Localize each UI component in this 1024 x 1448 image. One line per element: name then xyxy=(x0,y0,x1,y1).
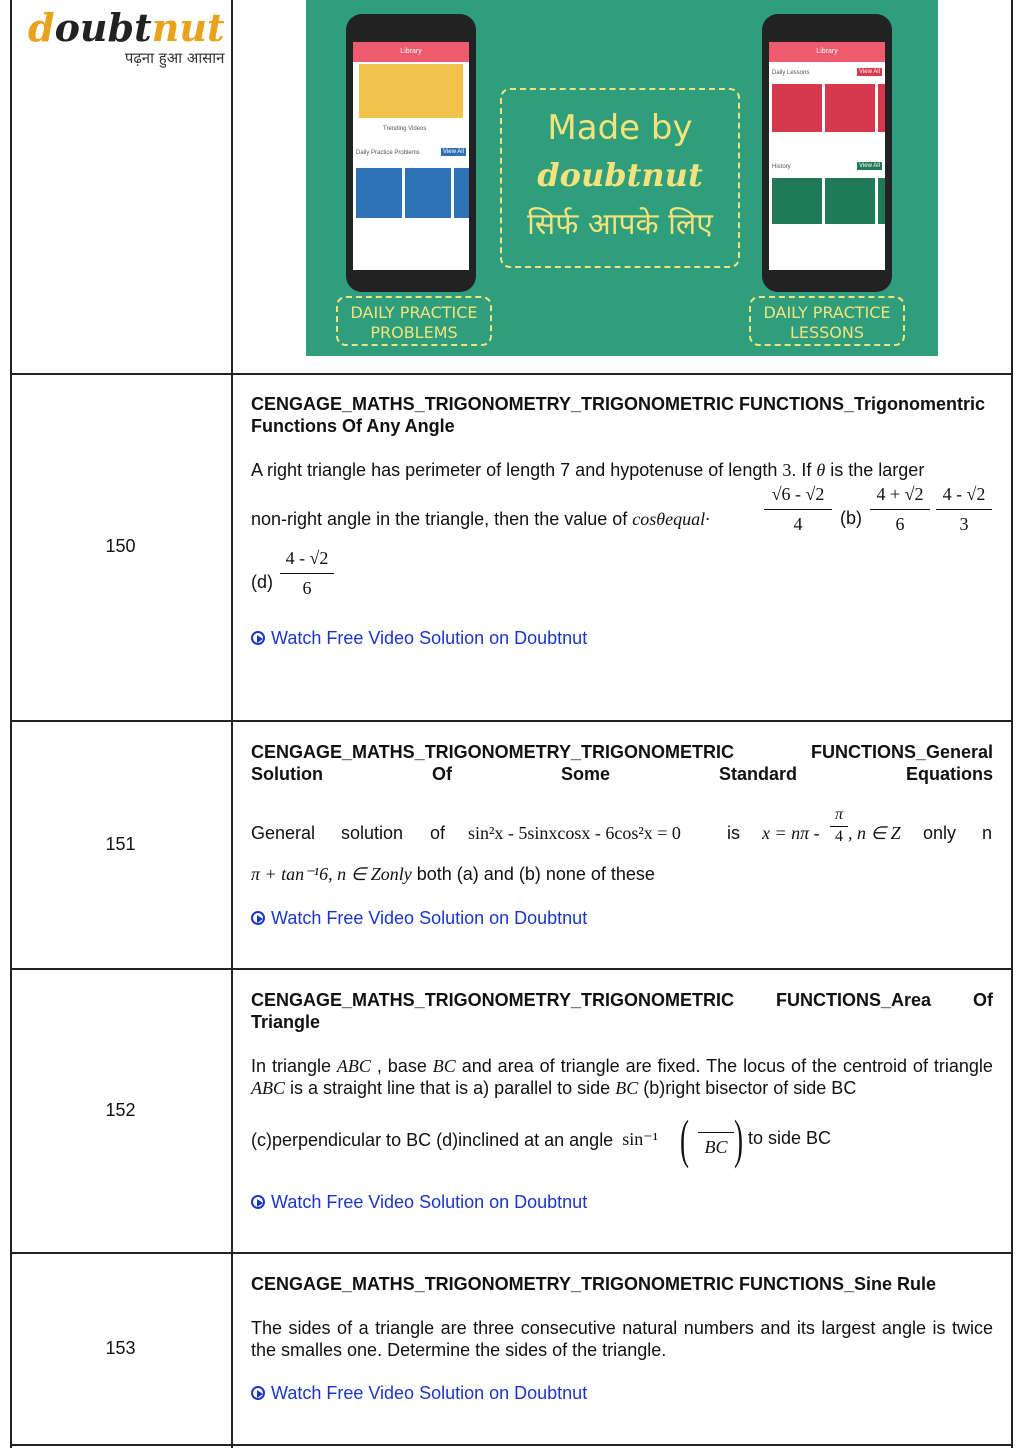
phone-header: Library xyxy=(769,42,885,62)
trending-label: Trending Videos xyxy=(383,126,427,132)
denominator: 6 xyxy=(895,514,905,534)
question-151 xyxy=(251,741,993,785)
numerator: 4 + √2 xyxy=(870,484,930,510)
denominator: 3 xyxy=(959,514,969,534)
math-expression: cosθequal· xyxy=(632,509,710,529)
row-divider xyxy=(10,1252,1013,1254)
question-text: to side BC xyxy=(748,1128,832,1148)
question-number: 152 xyxy=(105,1100,136,1120)
row-divider xyxy=(10,373,1013,375)
view-all-button: View All xyxy=(859,69,880,75)
link-label: Watch Free Video Solution on Doubtnut xyxy=(271,628,588,648)
denominator: 6 xyxy=(302,578,312,598)
made-by-hindi: सिर्फ आपके लिए xyxy=(527,207,713,242)
math-expression: π + tan⁻¹6, n ∈ Zonly xyxy=(251,864,412,884)
lesson-card xyxy=(825,84,875,132)
play-icon xyxy=(251,631,265,645)
phone-header: Library xyxy=(353,42,469,62)
numerator: π xyxy=(830,806,848,827)
option-a-fraction xyxy=(764,484,832,535)
logo-text-accent: nut xyxy=(151,5,225,50)
solution-expr: x = nπ - xyxy=(762,823,820,843)
watch-video-link[interactable] xyxy=(251,627,993,649)
logo-tagline: पढ़ना हुआ आसान xyxy=(124,49,225,67)
left-paren: ( xyxy=(680,1109,689,1169)
solution-fraction xyxy=(830,806,848,846)
math-symbol: ABC xyxy=(336,1056,371,1076)
math-symbol: ABC xyxy=(251,1078,285,1098)
question-text: both (a) and (b) none of these xyxy=(416,864,655,884)
daily-practice-problems-tag: DAILY PRACTICE PROBLEMS xyxy=(336,296,492,346)
question-text: (b)right bisector of side BC xyxy=(643,1078,857,1098)
practice-card xyxy=(454,168,469,218)
question-title: CENGAGE_MATHS_TRIGONOMETRY_TRIGONOMETRIC FUNCTIONS_Sine Rule xyxy=(251,1274,937,1294)
question-text: In triangle xyxy=(251,1056,331,1076)
link-label: Watch Free Video Solution on Doubtnut xyxy=(271,1383,588,1403)
question-text: A right triangle has perimeter of length 7 and hypotenuse of length xyxy=(251,460,778,480)
math-symbol: BC xyxy=(615,1078,639,1098)
solution-expr: , n ∈ Z xyxy=(848,823,901,843)
play-icon xyxy=(251,1195,265,1209)
question-text: is a straight line that is a) parallel to side xyxy=(290,1078,611,1098)
daily-practice-lessons-tag: DAILY PRACTICE LESSONS xyxy=(749,296,905,346)
practice-card xyxy=(356,168,402,218)
question-152 xyxy=(251,989,993,1033)
lesson-card xyxy=(772,84,822,132)
question-152-line3 xyxy=(251,1128,993,1151)
question-number: 151 xyxy=(105,834,136,854)
question-text: only xyxy=(923,823,957,843)
question-number: 150 xyxy=(105,536,136,556)
history-label: History xyxy=(772,164,791,170)
question-153 xyxy=(251,1273,993,1295)
question-number: 153 xyxy=(105,1338,136,1358)
option-b-fraction xyxy=(870,484,930,535)
row-divider xyxy=(10,720,1013,722)
play-icon xyxy=(251,1386,265,1400)
denominator: BC xyxy=(704,1137,728,1157)
promo-banner[interactable] xyxy=(306,0,938,356)
history-card xyxy=(772,178,822,224)
right-paren: ) xyxy=(734,1109,743,1169)
math-symbol: BC xyxy=(432,1056,456,1076)
denominator: 4 xyxy=(835,828,843,845)
made-by-brand: doubtnut xyxy=(537,156,703,194)
history-card xyxy=(878,178,885,224)
logo-text: oubt xyxy=(54,5,152,50)
view-all-button: View All xyxy=(443,149,464,155)
question-text: n xyxy=(982,823,993,843)
practice-card xyxy=(405,168,451,218)
math-function: sin⁻¹ xyxy=(622,1129,659,1149)
link-label: Watch Free Video Solution on Doubtnut xyxy=(271,908,588,928)
row-divider xyxy=(10,968,1013,970)
watch-video-link[interactable] xyxy=(251,1382,993,1404)
question-150-text xyxy=(251,459,993,481)
doubtnut-logo xyxy=(28,5,225,68)
option-c-fraction xyxy=(936,484,992,535)
option-label: (b) xyxy=(840,508,862,528)
question-text: The sides of a triangle are three consecutive natural numbers and its largest angle is twice the smalles one. Determine the sides of the triangle. xyxy=(251,1318,993,1360)
question-text: , base xyxy=(376,1056,427,1076)
question-title: CENGAGE_MATHS_TRIGONOMETRY_TRIGONOMETRIC FUNCTIONS_Area Of Triangle xyxy=(251,990,993,1032)
equation: sin²x - 5sinxcosx - 6cos²x = 0 xyxy=(468,823,681,843)
numerator: √6 - √2 xyxy=(764,484,832,510)
history-card xyxy=(825,178,875,224)
watch-video-link[interactable] xyxy=(251,907,993,929)
question-150 xyxy=(251,393,993,437)
lesson-card xyxy=(878,84,885,132)
angle-fraction xyxy=(698,1128,734,1158)
option-d-fraction xyxy=(280,548,334,599)
math-symbol: θ xyxy=(816,460,826,480)
watch-video-link[interactable] xyxy=(251,1191,993,1213)
daily-lessons-label: Daily Lessons xyxy=(772,70,810,76)
question-text: of xyxy=(430,823,446,843)
question-151-line2 xyxy=(251,863,993,885)
question-text: non-right angle in the triangle, then the value of xyxy=(251,509,628,529)
link-label: Watch Free Video Solution on Doubtnut xyxy=(271,1192,588,1212)
question-title: CENGAGE_MATHS_TRIGONOMETRY_TRIGONOMETRIC FUNCTIONS_General Solution Of Some Standard Equations xyxy=(251,742,993,784)
denominator: 4 xyxy=(793,514,803,534)
question-150-line2 xyxy=(251,508,771,530)
option-label: (d) xyxy=(251,572,273,592)
phone-mockup-left xyxy=(346,14,476,292)
numerator: 4 - √2 xyxy=(936,484,992,510)
math-value: 3 xyxy=(782,460,792,480)
question-text: is xyxy=(727,823,740,843)
video-thumbnail xyxy=(359,64,463,118)
phone-mockup-right xyxy=(762,14,892,292)
logo-mark: d xyxy=(28,5,55,50)
play-icon xyxy=(251,911,265,925)
question-152-text xyxy=(251,1055,993,1099)
made-by-text: Made by xyxy=(547,108,693,148)
question-title: CENGAGE_MATHS_TRIGONOMETRY_TRIGONOMETRIC FUNCTIONS_Trigonomentric Functions Of Any Angle xyxy=(251,394,986,436)
question-text: is the larger xyxy=(830,460,925,480)
made-by-box xyxy=(500,88,740,268)
question-text: (c)perpendicular to BC (d)inclined at an angle xyxy=(251,1130,614,1150)
question-text: General xyxy=(251,823,316,843)
numerator: 4 - √2 xyxy=(280,548,334,574)
question-text: and area of triangle are fixed. The locus of the centroid of triangle xyxy=(461,1056,993,1076)
question-text: solution xyxy=(341,823,404,843)
practice-label: Daily Practice Problems xyxy=(356,150,420,156)
column-divider xyxy=(231,0,233,1448)
view-all-button: View All xyxy=(859,163,880,169)
question-text: . If xyxy=(791,460,812,480)
row-divider xyxy=(10,1444,1013,1446)
